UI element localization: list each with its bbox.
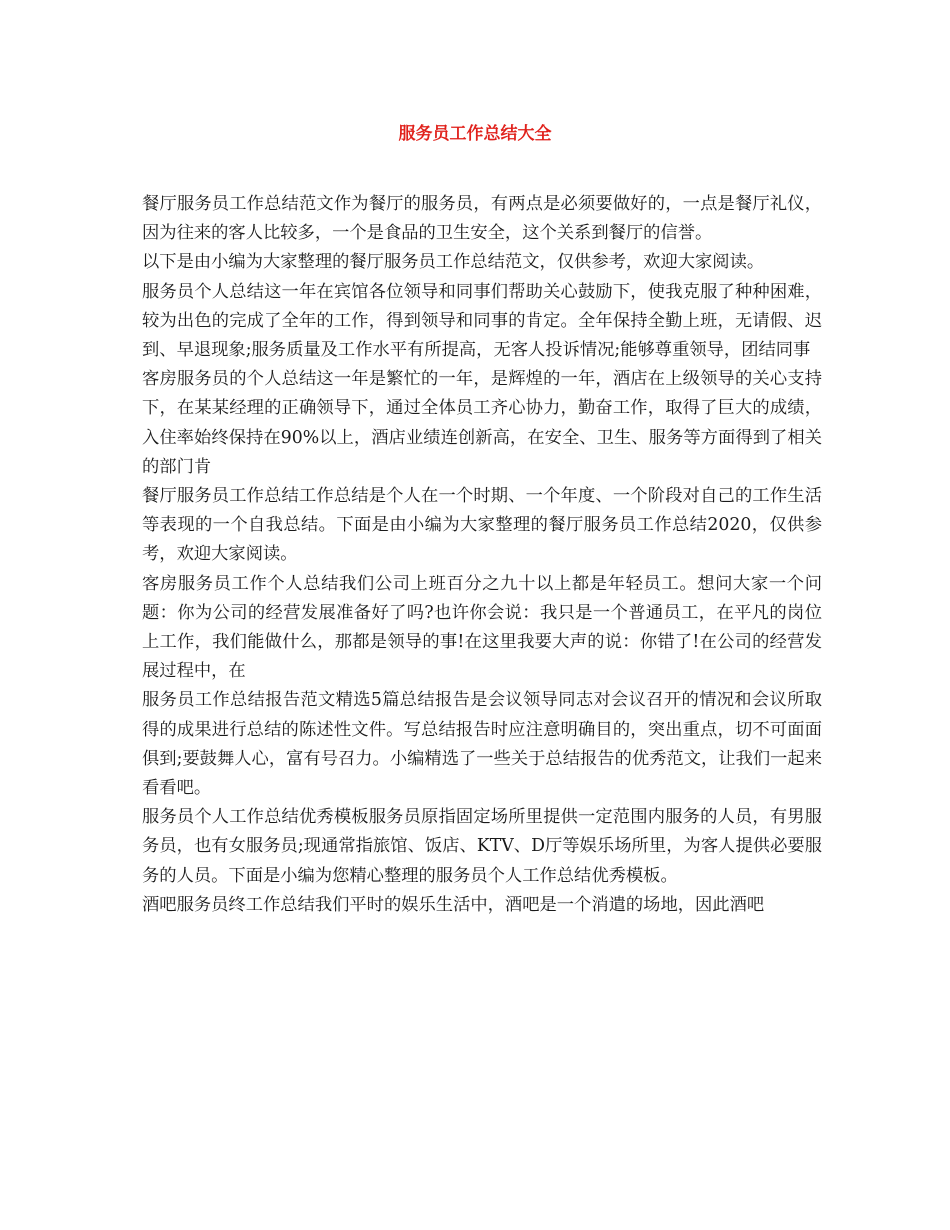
- paragraph: 以下是由小编为大家整理的餐厅服务员工作总结范文，仅供参考，欢迎大家阅读。: [142, 252, 765, 273]
- paragraph: 客房服务员工作个人总结我们公司上班百分之九十以上都是年轻员工。想问大家一个问题：你为公司的经营发展准备好了吗?也许你会说：我只是一个普通员工，在平凡的岗位上工作，我们能做什么，那都是领导的事!在这里我要大声的说：你错了!在公司的经营发展过程中，在: [142, 573, 822, 682]
- paragraph: 餐厅服务员工作总结工作总结是个人在一个时期、一个年度、一个阶段对自己的工作生活等表现的一个自我总结。下面是由小编为大家整理的餐厅服务员工作总结2020，仅供参考，欢迎大家阅读。: [142, 486, 822, 565]
- paragraph: 酒吧服务员终工作总结我们平时的娱乐生活中，酒吧是一个消遣的场地，因此酒吧: [142, 894, 765, 915]
- paragraph: 服务员工作总结报告范文精选5篇总结报告是会议领导同志对会议召开的情况和会议所取得的成果进行总结的陈述性文件。写总结报告时应注意明确目的，突出重点，切不可面面俱到;要鼓舞人心，富有号召力。小编精选了一些关于总结报告的优秀范文，让我们一起来看看吧。: [142, 690, 822, 799]
- document-body: [142, 190, 822, 920]
- document-title: 服务员工作总结大全: [398, 124, 552, 144]
- paragraph: 餐厅服务员工作总结范文作为餐厅的服务员，有两点是必须要做好的，一点是餐厅礼仪，因为往来的客人比较多，一个是食品的卫生安全，这个关系到餐厅的信誉。: [142, 194, 822, 244]
- paragraph: 客房服务员的个人总结这一年是繁忙的一年，是辉煌的一年，酒店在上级领导的关心支持下，在某某经理的正确领导下，通过全体员工齐心协力，勤奋工作，取得了巨大的成绩，入住率始终保持在90%以上，酒店业绩连创新高，在安全、卫生、服务等方面得到了相关的部门肯: [142, 369, 822, 477]
- paragraph: 服务员个人工作总结优秀模板服务员原指固定场所里提供一定范围内服务的人员，有男服务员，也有女服务员;现通常指旅馆、饭店、KTV、D厅等娱乐场所里，为客人提供必要服务的人员。下面是小编为您精心整理的服务员个人工作总结优秀模板。: [142, 807, 822, 886]
- paragraph: 服务员个人总结这一年在宾馆各位领导和同事们帮助关心鼓励下，使我克服了种种困难，较为出色的完成了全年的工作，得到领导和同事的肯定。全年保持全勤上班，无请假、迟到、早退现象;服务质量及工作水平有所提高，无客人投诉情况;能够尊重领导，团结同事: [142, 281, 822, 361]
